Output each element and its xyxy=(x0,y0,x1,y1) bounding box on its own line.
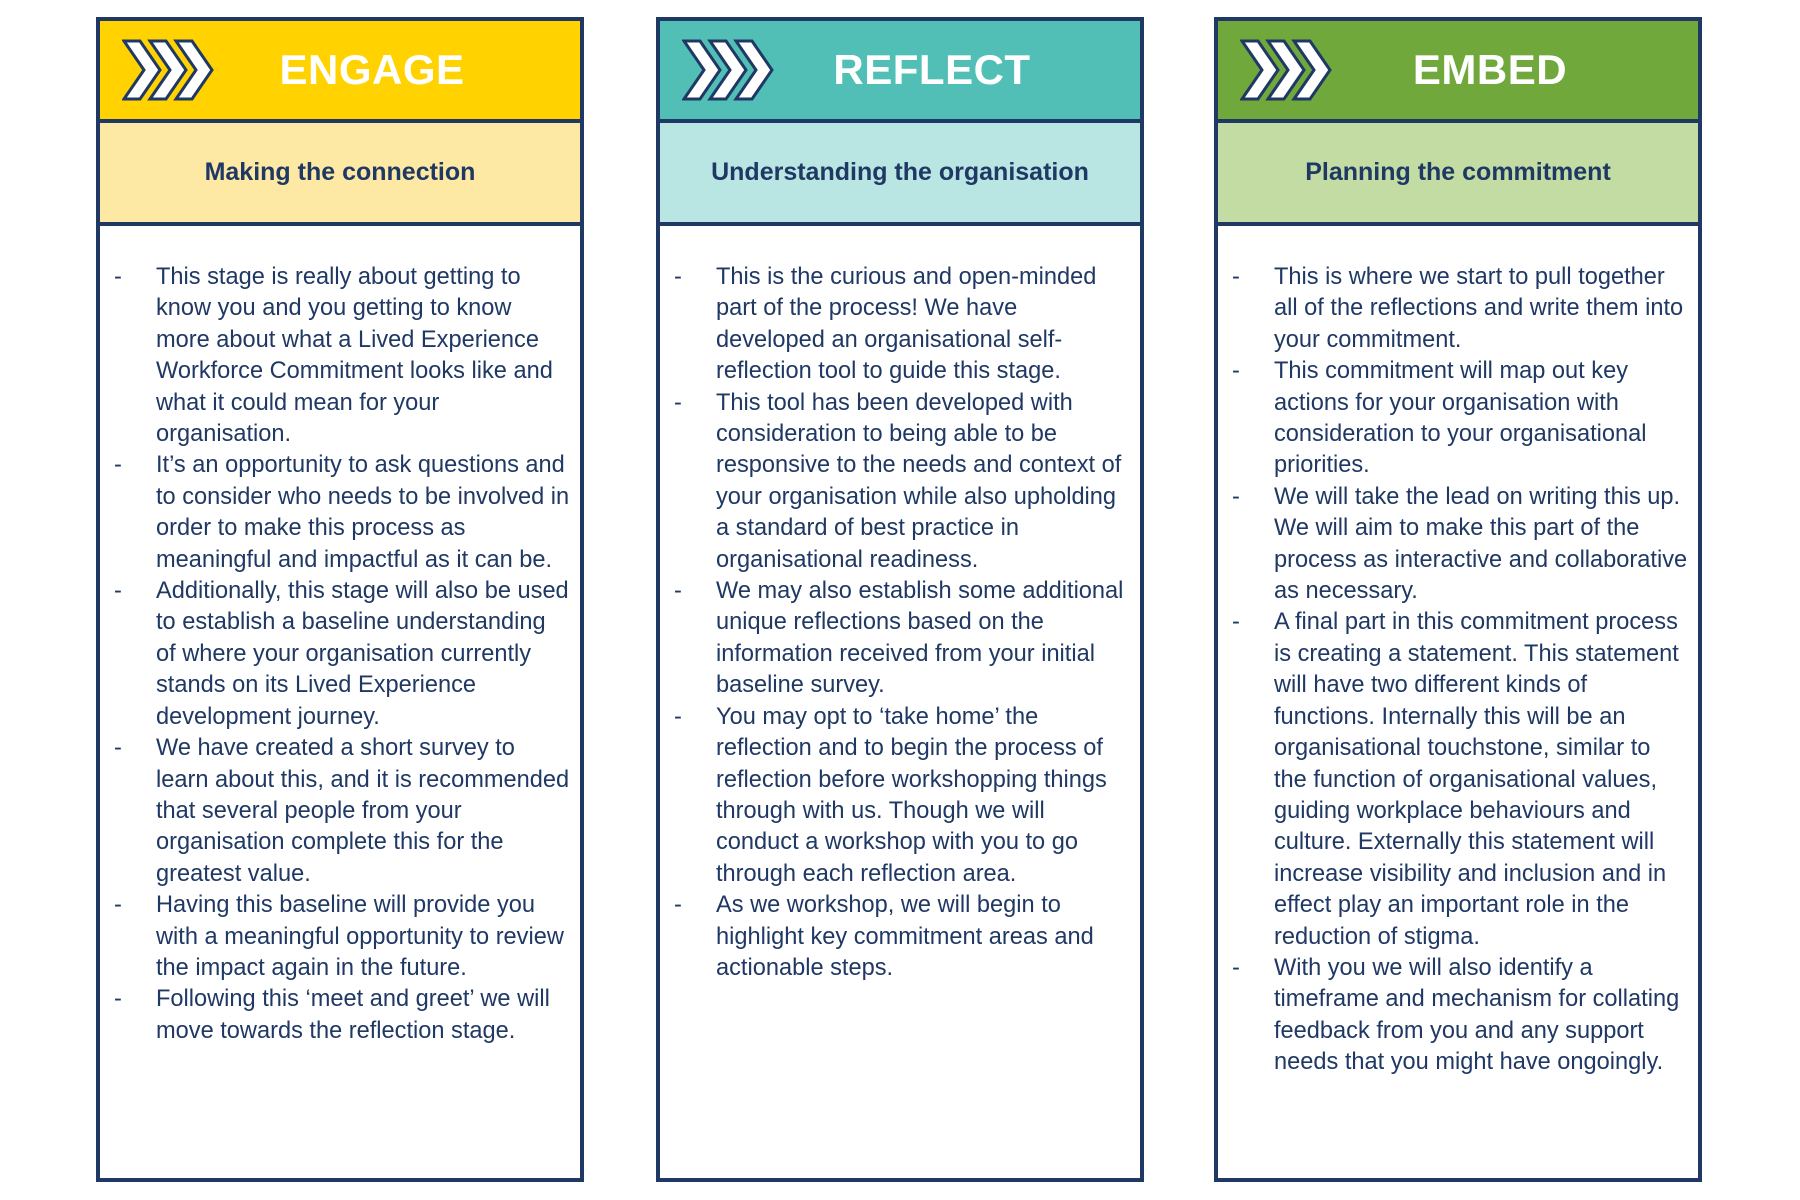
bullet-text: With you we will also identify a timeframe and mechanism for collating feedback from you and any support needs that you might have ongoingly. xyxy=(1274,954,1680,1076)
bullet-list xyxy=(108,262,570,1047)
bullet-dash: - xyxy=(114,986,122,1013)
bullet-text: A final part in this commitment process is creating a statement. This statement will have two different kinds of functions. Internally this will be an organisational touchstone, similar to the function of organisational values, guiding workplace behaviours and culture. Externally this statement will increase visibility and inclusion and in effect play an important role in the reduction of stigma. xyxy=(1274,609,1679,950)
list-item xyxy=(108,262,570,450)
stage-title: EMBED xyxy=(1412,46,1568,93)
list-item xyxy=(108,450,570,576)
bullet-dash: - xyxy=(1232,358,1240,385)
reflect-body xyxy=(660,226,1140,984)
list-item xyxy=(668,262,1130,388)
bullet-dash: - xyxy=(674,703,682,730)
bullet-dash: - xyxy=(1232,483,1240,510)
list-item xyxy=(108,984,570,1047)
bullet-text: It’s an opportunity to ask questions and to consider who needs to be involved in order to make this process as meaningful and impactful as it can be. xyxy=(156,452,570,573)
list-item xyxy=(668,890,1130,984)
bullet-dash: - xyxy=(674,892,682,919)
stage-subtitle: Understanding the organisation xyxy=(660,123,1140,226)
reflect-card xyxy=(656,17,1144,1182)
bullet-text: Having this baseline will provide you with a meaningful opportunity to review the impact again in the future. xyxy=(156,892,564,981)
bullet-dash: - xyxy=(1232,609,1240,636)
bullet-dash: - xyxy=(114,264,122,290)
triple-chevron-icon xyxy=(122,37,218,103)
list-item xyxy=(668,576,1130,702)
list-item xyxy=(108,890,570,984)
reflect-header xyxy=(660,21,1140,123)
bullet-dash: - xyxy=(674,389,682,416)
bullet-dash: - xyxy=(674,264,682,290)
bullet-text: We may also establish some additional unique reflections based on the information received from your initial baseline survey. xyxy=(716,578,1124,699)
bullet-text: Additionally, this stage will also be used to establish a baseline understanding of where your organisation currently stands on its Lived Experience development journey. xyxy=(156,578,569,730)
bullet-text: This tool has been developed with consideration to being able to be responsive to the needs and context of your organisation while also upholding a standard of best practice in organisational readiness. xyxy=(716,389,1122,573)
list-item xyxy=(668,702,1130,890)
list-item xyxy=(1226,607,1688,952)
bullet-dash: - xyxy=(114,578,122,605)
bullet-text: This is where we start to pull together all of the reflections and write them into your commitment. xyxy=(1274,264,1684,353)
embed-body xyxy=(1218,226,1698,1079)
engage-card xyxy=(96,17,584,1182)
bullet-dash: - xyxy=(1232,954,1240,981)
bullet-list xyxy=(1226,262,1688,1079)
bullet-dash: - xyxy=(114,452,122,479)
bullet-list xyxy=(668,262,1130,984)
bullet-text: We will take the lead on writing this up. We will aim to make this part of the process as interactive and collaborative as necessary. xyxy=(1274,483,1688,605)
list-item xyxy=(108,733,570,890)
triple-chevron-icon xyxy=(1240,37,1336,103)
list-item xyxy=(1226,482,1688,608)
bullet-text: This is the curious and open-minded part of the process! We have developed an organisational self-reflection tool to guide this stage. xyxy=(716,264,1097,385)
list-item xyxy=(1226,262,1688,356)
bullet-text: As we workshop, we will begin to highlight key commitment areas and actionable steps. xyxy=(716,892,1094,981)
bullet-text: We have created a short survey to learn about this, and it is recommended that several people from your organisation complete this for the greatest value. xyxy=(156,735,570,887)
list-item xyxy=(108,576,570,733)
stage-title: ENGAGE xyxy=(279,46,465,93)
bullet-dash: - xyxy=(674,578,682,605)
bullet-text: Following this ‘meet and greet’ we will move towards the reflection stage. xyxy=(156,986,550,1044)
triple-chevron-icon xyxy=(682,37,778,103)
list-item xyxy=(1226,953,1688,1079)
bullet-text: This stage is really about getting to know you and you getting to know more about what a Lived Experience Workforce Commitment looks like and what it could mean for your organisation. xyxy=(156,264,553,448)
list-item xyxy=(668,388,1130,576)
list-item xyxy=(1226,356,1688,482)
embed-header xyxy=(1218,21,1698,123)
engage-header xyxy=(100,21,580,123)
stage-title: REFLECT xyxy=(833,46,1031,93)
bullet-dash: - xyxy=(114,892,122,919)
embed-card xyxy=(1214,17,1702,1182)
stage-subtitle: Planning the commitment xyxy=(1218,123,1698,226)
bullet-dash: - xyxy=(114,735,122,762)
stage-subtitle: Making the connection xyxy=(100,123,580,226)
bullet-text: This commitment will map out key actions for your organisation with consideration to your organisational priorities. xyxy=(1274,358,1647,479)
engage-body xyxy=(100,226,580,1047)
bullet-dash: - xyxy=(1232,264,1240,290)
bullet-text: You may opt to ‘take home’ the reflection and to begin the process of reflection before workshopping things through with us. Though we will conduct a workshop with you to go through each reflection area. xyxy=(716,703,1107,887)
